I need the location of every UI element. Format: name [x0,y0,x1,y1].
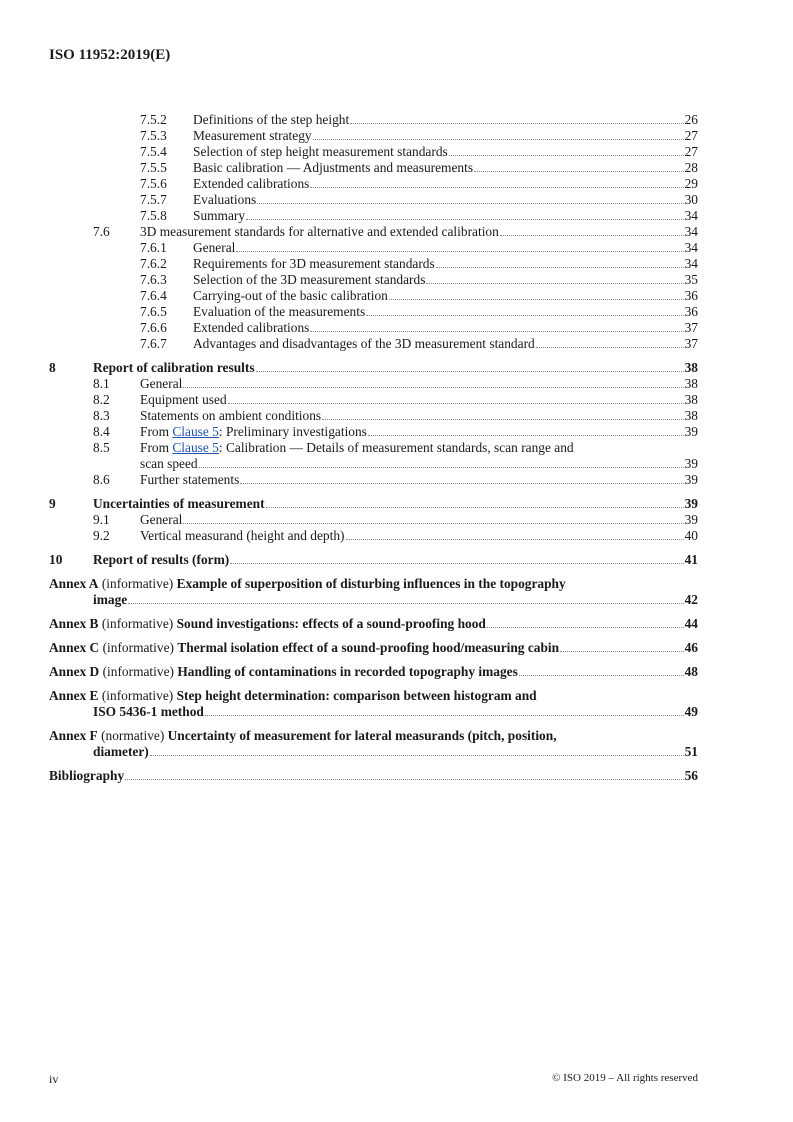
toc-title-segment: General [140,376,183,391]
dot-leader [236,251,683,252]
toc-title-segment: Selection of the 3D measurement standards [193,272,426,287]
dot-leader [449,155,684,156]
dot-leader [150,755,684,756]
toc-entry-title [140,456,198,472]
toc-title-segment: (informative) [99,664,178,679]
toc-entry[interactable] [0,576,793,608]
dot-leader [128,603,683,604]
dot-leader [183,387,683,388]
toc-page-number: 27 [684,128,698,143]
toc-page-number: 42 [684,592,698,607]
toc-entry-number: 7.6.6 [140,320,167,335]
toc-entry-number: 7.6.3 [140,272,167,287]
toc-entry-number: 7.6.1 [140,240,167,255]
toc-title-segment: Extended calibrations [193,320,310,335]
toc-entry-title [93,744,149,760]
toc-entry[interactable] [0,616,793,632]
toc-page-number: 51 [684,744,698,759]
toc-entry-title [193,160,473,176]
toc-page-number: 44 [684,616,698,631]
toc-entry[interactable] [0,176,793,192]
toc-page-number: 40 [684,528,698,543]
toc-entry-number: 7.6.7 [140,336,167,351]
toc-entry-title [93,592,127,608]
toc-entry-title [193,288,388,304]
toc-page-number: 39 [684,512,698,527]
toc-page-number: 35 [684,272,698,287]
toc-title-segment: Basic calibration — Adjustments and measurements [193,160,474,175]
toc-entry-title [140,424,367,440]
toc-page-number: 29 [684,176,698,191]
toc-entry[interactable] [0,192,793,208]
toc-entry-title [140,472,239,488]
toc-page-number: 56 [684,768,698,783]
toc-title-segment: Sound investigations: effects of a sound-proofing hood [176,616,486,631]
toc-title-segment: From [140,440,173,455]
toc-entry[interactable] [0,376,793,392]
toc-entry-title [193,144,448,160]
toc-title-segment: Evaluations [193,192,257,207]
toc-title-segment: : Calibration — Details of measurement standards, scan range and [218,440,574,455]
toc-title-segment: (informative) [99,640,178,655]
toc-title-segment: image [93,592,128,607]
toc-entry-title [93,360,255,376]
toc-entry[interactable] [0,360,793,376]
toc-entry-number: 8.3 [93,408,110,423]
dot-leader [310,187,683,188]
toc-entry-title [140,512,182,528]
toc-entry[interactable] [0,528,793,544]
toc-page-number: 39 [684,472,698,487]
dot-leader [350,123,683,124]
toc-title-segment: Bibliography [49,768,125,783]
dot-leader [266,507,684,508]
toc-entry[interactable] [0,472,793,488]
toc-title-segment: Selection of step height measurement standards [193,144,448,159]
dot-leader [560,651,684,652]
toc-entry-title [93,496,265,512]
table-of-contents [0,112,793,784]
toc-title-segment: Annex A [49,576,99,591]
dot-leader [436,267,684,268]
toc-page-number: 37 [684,320,698,335]
toc-entry-title [140,528,345,544]
toc-entry[interactable] [0,664,793,680]
dot-leader [230,563,683,564]
toc-title-segment: Equipment used [140,392,227,407]
toc-title-segment: Advantages and disadvantages of the 3D measurement standard [193,336,535,351]
toc-entry-title [49,664,518,680]
toc-title-segment: Annex F [49,728,98,743]
toc-entry-number: 7.6.2 [140,256,167,271]
toc-title-segment: Statements on ambient conditions [140,408,322,423]
toc-title-segment: Further statements [140,472,240,487]
toc-entry-number: 7.5.3 [140,128,167,143]
toc-page-number: 48 [684,664,698,679]
toc-entry-number: 7.6 [93,224,110,239]
toc-title-segment: Step height determination: comparison between histogram and [176,688,537,703]
toc-entry[interactable] [0,224,793,240]
dot-leader [487,627,684,628]
toc-title-segment: : Preliminary investigations [218,424,367,439]
toc-title-segment: diameter) [93,744,149,759]
dot-leader [368,435,684,436]
dot-leader [199,467,684,468]
toc-entry-number: 7.6.5 [140,304,167,319]
toc-title-segment: Evaluation of the measurements [193,304,366,319]
toc-entry[interactable] [0,128,793,144]
toc-entry-title [193,112,349,128]
toc-entry-title [193,304,365,320]
toc-title-segment: Handling of contaminations in recorded topography images [177,664,518,679]
dot-leader [426,283,683,284]
toc-entry-number: 7.5.5 [140,160,167,175]
clause-link[interactable]: Clause 5 [172,424,219,439]
dot-leader [228,403,684,404]
toc-entry[interactable] [0,768,793,784]
toc-entry-title [49,728,557,744]
toc-page-number: 30 [684,192,698,207]
toc-title-segment: General [140,512,183,527]
toc-entry-title [140,224,499,240]
toc-entry-number: 10 [49,552,63,567]
toc-title-segment: Requirements for 3D measurement standards [193,256,435,271]
toc-page-number: 38 [684,376,698,391]
toc-page-number: 46 [684,640,698,655]
document-header-id: ISO 11952:2019(E) [49,47,171,63]
dot-leader [310,331,683,332]
toc-entry-number: 9.2 [93,528,110,543]
toc-entry-number: 9.1 [93,512,110,527]
dot-leader [240,483,683,484]
toc-entry-number: 7.6.4 [140,288,167,303]
dot-leader [500,235,684,236]
toc-title-segment: From [140,424,173,439]
footer-copyright: © ISO 2019 – All rights reserved [552,1072,698,1084]
toc-page-number: 27 [684,144,698,159]
dot-leader [256,371,684,372]
dot-leader [366,315,683,316]
toc-entry[interactable] [0,288,793,304]
toc-page-number: 37 [684,336,698,351]
toc-entry-number: 8.1 [93,376,110,391]
toc-entry[interactable] [0,440,793,472]
toc-page-number: 39 [684,496,698,511]
toc-page-number: 34 [684,208,698,223]
toc-entry[interactable] [0,640,793,656]
toc-entry[interactable] [0,144,793,160]
toc-entry-title [193,208,245,224]
toc-entry-number: 7.5.7 [140,192,167,207]
toc-page-number: 28 [684,160,698,175]
toc-entry[interactable] [0,336,793,352]
toc-page-number: 36 [684,288,698,303]
toc-entry-number: 7.5.8 [140,208,167,223]
toc-entry-title [193,336,535,352]
toc-page-number: 38 [684,392,698,407]
toc-entry-title [193,272,425,288]
toc-title-segment: Report of calibration results [93,360,255,375]
toc-entry[interactable] [0,552,793,568]
toc-entry-number: 8.4 [93,424,110,439]
toc-entry-number: 9 [49,496,56,511]
toc-entry-title [193,128,312,144]
toc-entry-number: 8 [49,360,56,375]
toc-entry-title [49,576,566,592]
toc-entry[interactable] [0,688,793,720]
toc-entry[interactable] [0,160,793,176]
dot-leader [389,299,684,300]
toc-entry[interactable] [0,408,793,424]
toc-title-segment: Vertical measurand (height and depth) [140,528,345,543]
clause-link[interactable]: Clause 5 [172,440,219,455]
toc-title-segment: Annex D [49,664,100,679]
toc-title-segment: General [193,240,236,255]
toc-title-segment: Definitions of the step height [193,112,350,127]
toc-entry[interactable] [0,256,793,272]
toc-title-segment: Measurement strategy [193,128,312,143]
toc-title-segment: Annex C [49,640,100,655]
toc-entry-title [140,392,227,408]
toc-title-segment: Thermal isolation effect of a sound-proofing hood/measuring cabin [177,640,560,655]
toc-entry-title [49,640,559,656]
toc-entry[interactable] [0,512,793,528]
toc-entry-title [193,320,309,336]
toc-title-segment: Uncertainties of measurement [93,496,265,511]
toc-entry-title [49,616,486,632]
toc-title-segment: Report of results (form) [93,552,230,567]
toc-entry-title [49,688,537,704]
toc-title-segment: (informative) [98,688,177,703]
dot-leader [313,139,684,140]
toc-page-number: 34 [684,240,698,255]
toc-entry[interactable] [0,112,793,128]
toc-title-segment: (normative) [97,728,168,743]
toc-entry-title [193,192,256,208]
dot-leader [205,715,684,716]
toc-entry-number: 8.6 [93,472,110,487]
toc-entry-title [140,408,321,424]
toc-title-segment: Carrying-out of the basic calibration [193,288,388,303]
dot-leader [183,523,683,524]
footer-page-number: iv [49,1072,59,1086]
dot-leader [346,539,684,540]
toc-entry[interactable] [0,208,793,224]
toc-entry[interactable] [0,392,793,408]
dot-leader [322,419,683,420]
dot-leader [536,347,684,348]
toc-entry[interactable] [0,304,793,320]
toc-page-number: 39 [684,424,698,439]
toc-title-segment: Uncertainty of measurement for lateral measurands (pitch, position, [167,728,557,743]
toc-page-number: 39 [684,456,698,471]
toc-page-number: 34 [684,256,698,271]
toc-entry-title [49,768,124,784]
toc-entry[interactable] [0,496,793,512]
toc-entry-title [93,704,204,720]
toc-title-segment: scan speed [140,456,198,471]
toc-title-segment: Annex B [49,616,99,631]
toc-title-segment: Extended calibrations [193,176,310,191]
toc-entry[interactable] [0,240,793,256]
toc-entry-number: 8.2 [93,392,110,407]
toc-entry-number: 7.5.4 [140,144,167,159]
toc-title-segment: Example of superposition of disturbing influences in the topography [176,576,566,591]
toc-entry[interactable] [0,272,793,288]
toc-entry[interactable] [0,320,793,336]
toc-entry-title [140,376,182,392]
toc-page-number: 38 [684,360,698,375]
toc-title-segment: (informative) [98,616,177,631]
toc-page-number: 34 [684,224,698,239]
toc-title-segment: 3D measurement standards for alternative and extended calibration [140,224,499,239]
toc-entry-number: 7.5.2 [140,112,167,127]
toc-entry-title [193,176,309,192]
toc-entry-title [193,240,235,256]
toc-entry[interactable] [0,424,793,440]
toc-title-segment: Annex E [49,688,99,703]
toc-entry-title [193,256,435,272]
toc-title-segment: Summary [193,208,246,223]
toc-page-number: 49 [684,704,698,719]
toc-entry-number: 7.5.6 [140,176,167,191]
dot-leader [519,675,684,676]
toc-entry-title [93,552,229,568]
dot-leader [474,171,684,172]
toc-entry-title [140,440,574,456]
dot-leader [257,203,683,204]
toc-entry-number: 8.5 [93,440,110,455]
toc-title-segment: ISO 5436-1 method [93,704,204,719]
toc-page-number: 26 [684,112,698,127]
dot-leader [125,779,683,780]
toc-title-segment: (informative) [98,576,177,591]
toc-page-number: 36 [684,304,698,319]
toc-page-number: 41 [684,552,698,567]
dot-leader [246,219,684,220]
toc-page-number: 38 [684,408,698,423]
toc-entry[interactable] [0,728,793,760]
